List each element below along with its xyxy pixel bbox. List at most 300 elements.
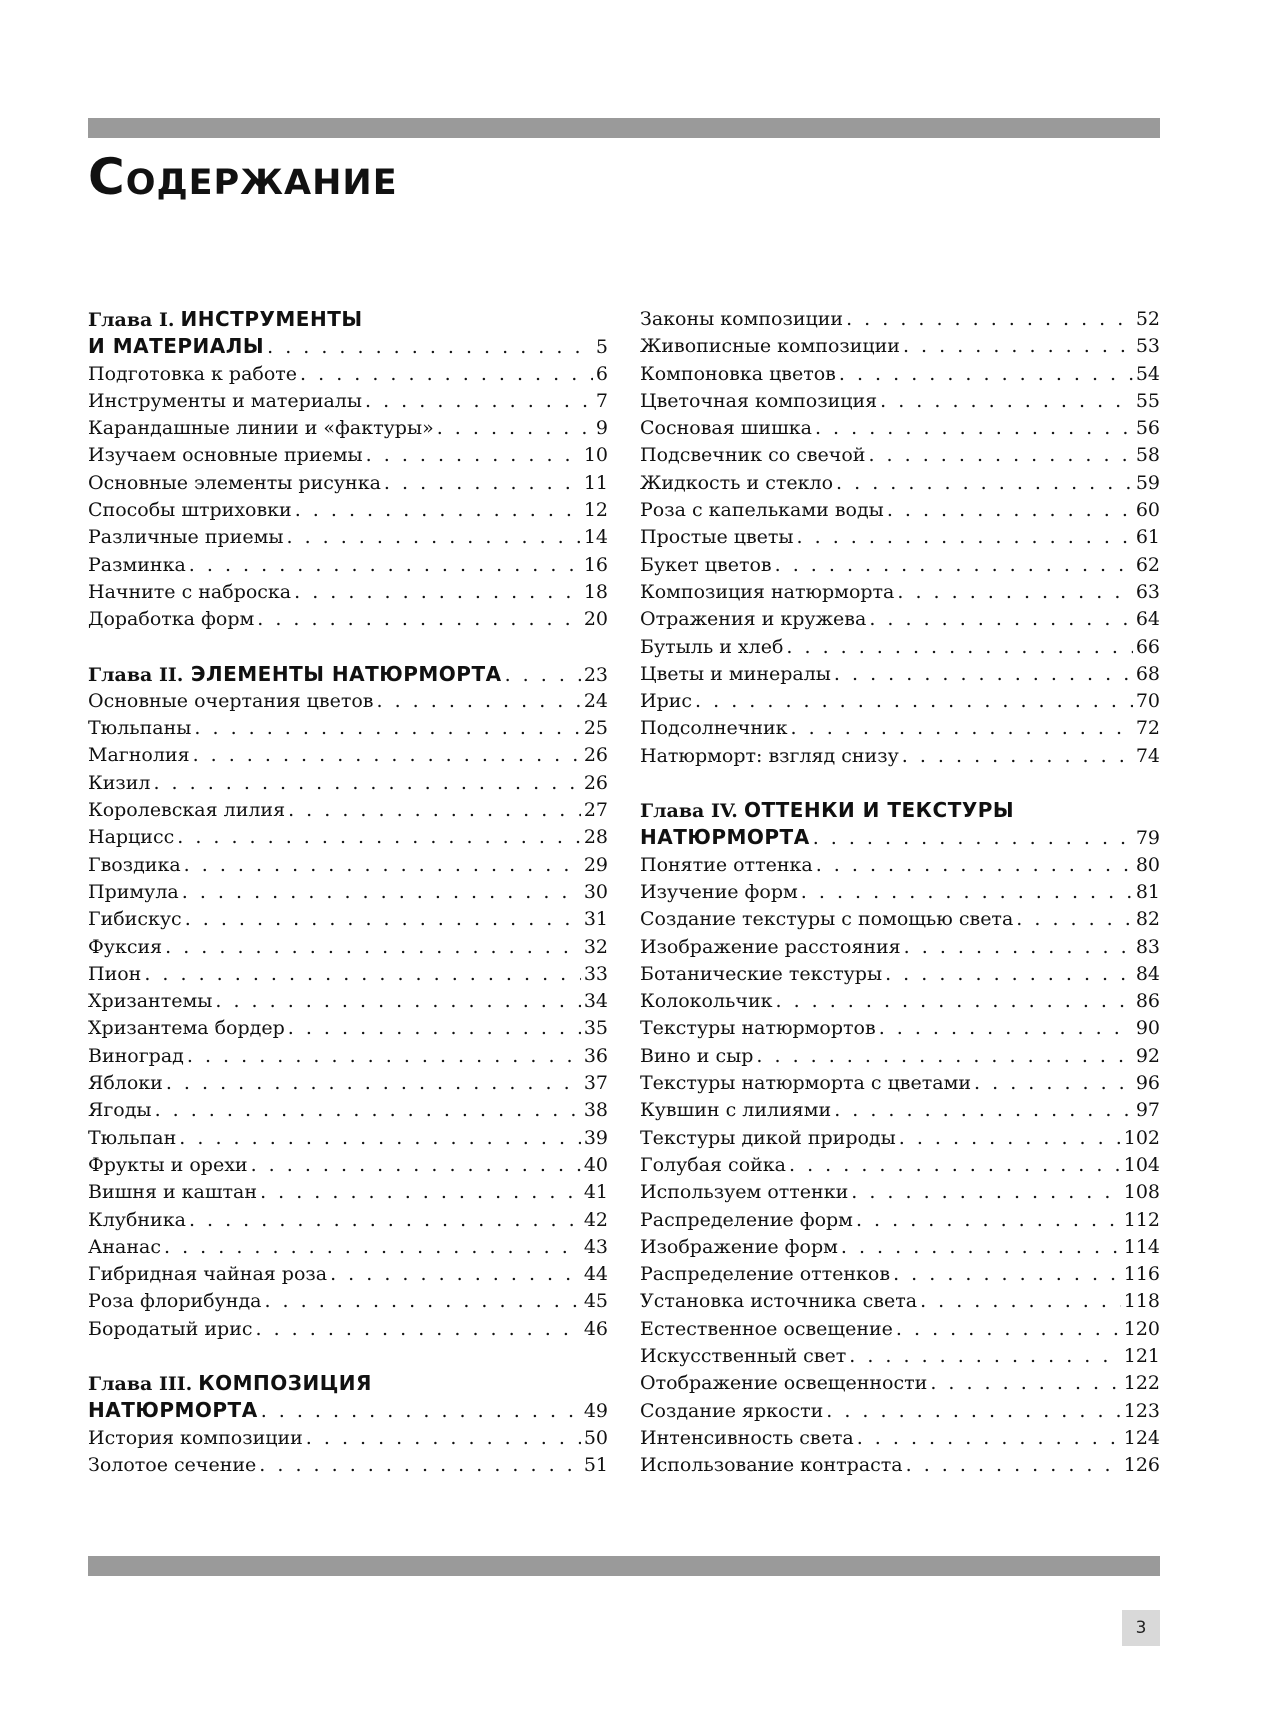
toc-entry[interactable] [640,1316,1160,1343]
toc-entry[interactable] [88,1152,608,1179]
entry-title: Хризантема бордер [88,1017,285,1040]
toc-entry[interactable] [640,1343,1160,1370]
entry-page: 97 [1135,1099,1160,1122]
entry-page: 102 [1123,1126,1160,1149]
entry-page: 122 [1123,1372,1160,1395]
entry-page: 72 [1135,717,1160,740]
entry-page: 43 [583,1235,608,1258]
dot-leader [288,1015,581,1042]
entry-page: 120 [1123,1317,1160,1340]
toc-entry[interactable] [88,1097,608,1124]
entry-page: 56 [1135,417,1160,440]
entry-title: Основные очертания цветов [88,689,374,712]
entry-title: Королевская лилия [88,799,286,822]
dot-leader [505,662,581,688]
toc-entry[interactable] [88,1179,608,1206]
entry-page: 14 [583,526,608,549]
entry-page: 70 [1135,690,1160,713]
entry-title: Гибридная чайная роза [88,1263,328,1286]
toc-entry[interactable] [640,1398,1160,1425]
entry-title: Создание текстуры с помощью света [640,908,1014,931]
dot-leader [789,1152,1121,1179]
entry-page: 54 [1135,362,1160,385]
entry-title: Естественное освещение [640,1317,893,1340]
toc-entry[interactable] [640,1261,1160,1288]
toc-entry[interactable] [640,1043,1160,1070]
dot-leader [189,1207,581,1234]
dot-leader [906,1452,1121,1479]
toc-entry[interactable] [88,1070,608,1097]
dot-leader [791,715,1133,742]
entry-page: 63 [1135,580,1160,603]
toc-entry[interactable] [640,524,1160,551]
entry-title: Простые цветы [640,526,794,549]
toc-entry[interactable] [88,961,608,988]
toc-entry[interactable] [640,879,1160,906]
entry-page: 96 [1135,1072,1160,1095]
chapter-label: Глава IV. [640,800,738,823]
entry-page: 112 [1123,1208,1160,1231]
entry-title: Виноград [88,1044,184,1067]
chapter-label: Глава II. [88,663,184,686]
entry-page: 118 [1123,1290,1160,1313]
dot-leader [851,1179,1120,1206]
entry-page: 25 [583,717,608,740]
dot-leader [165,934,581,961]
entry-title: Искусственный свет [640,1344,847,1367]
entry-title: Примула [88,880,179,903]
toc-entry[interactable] [640,306,1160,333]
entry-page: 62 [1135,553,1160,576]
dot-leader [288,797,581,824]
chapter-page-number: 79 [1135,827,1160,850]
toc-entry[interactable] [640,634,1160,661]
toc-entry[interactable] [88,1316,608,1343]
chapter-name-continued: И МАТЕРИАЛЫ [88,334,265,359]
entry-title: Кизил [88,771,151,794]
entry-title: Используем оттенки [640,1181,849,1204]
toc-entry[interactable] [88,415,608,442]
dot-leader [194,715,580,742]
toc-entry[interactable] [88,715,608,742]
dot-leader [251,1152,581,1179]
dot-leader [153,770,580,797]
dot-leader [695,688,1133,715]
toc-entry[interactable] [640,961,1160,988]
entry-title: Золотое сечение [88,1453,257,1476]
toc-chapter-3 [88,1370,608,1479]
entry-page: 58 [1135,444,1160,467]
page-number: 3 [1122,1610,1160,1646]
toc-entry[interactable] [640,1070,1160,1097]
dot-leader [815,415,1133,442]
entry-page: 12 [583,499,608,522]
toc-entry[interactable] [640,852,1160,879]
toc-entry[interactable] [88,1288,608,1315]
toc-entry[interactable] [640,1179,1160,1206]
dot-leader [904,934,1133,961]
chapter-page-number: 5 [595,336,608,359]
entry-title: Роза флорибунда [88,1290,262,1313]
toc-entry[interactable] [88,770,608,797]
chapter-name: ОТТЕНКИ И ТЕКСТУРЫ [743,798,1015,823]
entry-page: 27 [583,799,608,822]
toc-entry[interactable] [88,552,608,579]
toc-entry[interactable] [88,361,608,388]
dot-leader [294,579,581,606]
toc-entry[interactable] [640,715,1160,742]
dot-leader [377,688,581,715]
toc-entry[interactable] [640,388,1160,415]
dot-leader [365,388,593,415]
toc-entry[interactable] [88,497,608,524]
entry-page: 74 [1135,744,1160,767]
entry-title: Букет цветов [640,553,772,576]
toc-entry[interactable] [640,988,1160,1015]
dot-leader [841,1234,1121,1261]
toc-entry[interactable] [640,1288,1160,1315]
dot-leader [259,1452,581,1479]
entry-page: 36 [583,1044,608,1067]
entry-page: 26 [583,771,608,794]
toc-entry[interactable] [640,1207,1160,1234]
entry-page: 31 [583,908,608,931]
toc-entry[interactable] [640,1425,1160,1452]
toc-entry[interactable] [88,879,608,906]
chapter-page-number: 49 [583,1400,608,1423]
toc-entry[interactable] [640,361,1160,388]
chapter-heading-page-line[interactable] [640,824,1160,851]
toc-entry[interactable] [640,442,1160,469]
dot-leader [215,988,580,1015]
entry-title: Карандашные линии и «фактуры» [88,417,434,440]
toc-entry[interactable] [640,934,1160,961]
toc-entry[interactable] [88,742,608,769]
dot-leader [775,552,1133,579]
entry-title: Хризантемы [88,990,213,1013]
entry-title: Изучаем основные приемы [88,444,363,467]
entry-title: Гвоздика [88,853,181,876]
entry-title: Пион [88,962,142,985]
entry-title: Начните с наброска [88,580,292,603]
toc-entry[interactable] [88,1043,608,1070]
chapter-heading[interactable] [88,306,608,333]
dot-leader [813,825,1133,851]
toc-entry[interactable] [88,688,608,715]
entry-title: Живописные композиции [640,335,900,358]
toc-entry[interactable] [640,470,1160,497]
entry-title: Установка источника света [640,1290,918,1313]
entry-title: Вино и сыр [640,1044,754,1067]
entry-title: Ананас [88,1235,162,1258]
chapter-heading[interactable] [640,797,1160,824]
toc-entry[interactable] [88,934,608,961]
entry-title: Яблоки [88,1072,163,1095]
entry-page: 108 [1123,1181,1160,1204]
toc-entry[interactable] [640,688,1160,715]
top-divider-bar [88,118,1160,138]
entry-page: 90 [1135,1017,1160,1040]
dot-leader [179,1125,581,1152]
toc-entry[interactable] [640,1125,1160,1152]
entry-page: 40 [583,1153,608,1176]
entry-page: 33 [583,962,608,985]
entry-title: Жидкость и стекло [640,471,834,494]
toc-entry[interactable] [640,606,1160,633]
dot-leader [144,961,580,988]
entry-title: Основные элементы рисунка [88,471,381,494]
dot-leader [155,1097,581,1124]
entry-title: Компоновка цветов [640,362,836,385]
entry-page: 34 [583,990,608,1013]
entry-title: Законы композиции [640,308,844,330]
dot-leader [775,988,1132,1015]
entry-page: 45 [583,1290,608,1313]
entry-page: 20 [583,608,608,631]
toc-entry[interactable] [88,442,608,469]
chapter-heading [88,661,502,688]
dot-leader [846,306,1133,333]
toc-entry[interactable] [640,1452,1160,1479]
toc-entry[interactable] [640,579,1160,606]
dot-leader [366,442,581,469]
entry-page: 38 [583,1099,608,1122]
toc-entry[interactable] [88,1425,608,1452]
entry-title: Изучение форм [640,880,798,903]
dot-leader [797,524,1133,551]
entry-title: Инструменты и материалы [88,389,362,412]
entry-page: 80 [1135,853,1160,876]
chapter-name-continued: НАТЮРМОРТА [640,825,810,850]
entry-page: 123 [1123,1399,1160,1422]
dot-leader [182,879,581,906]
toc-entry[interactable] [88,1261,608,1288]
entry-page: 42 [583,1208,608,1231]
dot-leader [437,415,593,442]
toc-entry[interactable] [640,415,1160,442]
entry-page: 86 [1135,990,1160,1013]
entry-title: Бородатый ирис [88,1317,253,1340]
entry-page: 116 [1123,1263,1160,1286]
dot-leader [869,606,1132,633]
chapter-page-number: 23 [583,663,608,686]
dot-leader [920,1288,1121,1315]
toc-entry[interactable] [88,797,608,824]
dot-leader [330,1261,581,1288]
toc-entry[interactable] [640,1152,1160,1179]
entry-title: Сосновая шишка [640,417,812,440]
entry-title: Цветы и минералы [640,662,831,685]
dot-leader [834,661,1133,688]
entry-page: 9 [595,417,608,440]
toc-entry[interactable] [88,1234,608,1261]
chapter-name: ИНСТРУМЕНТЫ [180,307,363,331]
entry-title: Магнолия [88,744,190,767]
dot-leader [257,606,581,633]
dot-leader [286,524,580,551]
toc-entry[interactable] [88,824,608,851]
entry-title: Нарцисс [88,826,175,849]
dot-leader [756,1043,1132,1070]
chapter-heading-page-line[interactable] [88,661,608,688]
toc-entry[interactable] [88,388,608,415]
dot-leader [887,497,1133,524]
toc-entry[interactable] [640,1015,1160,1042]
dot-leader [903,333,1133,360]
entry-page: 30 [583,880,608,903]
entry-page: 35 [583,1017,608,1040]
toc-entry[interactable] [640,1370,1160,1397]
entry-title: Ягоды [88,1099,152,1122]
toc-entry[interactable] [640,497,1160,524]
toc-entry[interactable] [640,1097,1160,1124]
entry-page: 41 [583,1181,608,1204]
dot-leader [384,470,581,497]
entry-title: Изображение форм [640,1235,838,1258]
entry-page: 10 [583,444,608,467]
entry-page: 50 [583,1426,608,1449]
dot-leader [897,579,1132,606]
dot-leader [189,552,581,579]
entry-title: Подсвечник со свечой [640,444,866,467]
toc-chapter-4 [640,797,1160,1479]
toc-entry[interactable] [640,661,1160,688]
entry-title: Цветочная композиция [640,389,878,412]
entry-title: Тюльпан [88,1126,177,1149]
page-title: Содержание [88,148,398,206]
toc-entry[interactable] [88,852,608,879]
toc-entry[interactable] [640,552,1160,579]
dot-leader [1016,906,1133,933]
toc-entry[interactable] [88,606,608,633]
chapter-heading-page-line[interactable] [88,1397,608,1424]
entry-title: История композиции [88,1426,303,1449]
entry-title: Натюрморт: взгляд снизу [640,744,899,767]
toc-entry[interactable] [88,906,608,933]
dot-leader [816,852,1133,879]
dot-leader [857,1425,1121,1452]
entry-page: 55 [1135,389,1160,412]
entry-title: Ботанические текстуры [640,962,883,985]
toc-entry[interactable] [88,1207,608,1234]
dot-leader [930,1370,1120,1397]
toc-column-left [88,306,608,1479]
entry-page: 124 [1123,1426,1160,1449]
entry-title: Разминка [88,553,186,576]
entry-title: Кувшин с лилиями [640,1099,832,1122]
dot-leader [879,1015,1133,1042]
entry-title: Понятие оттенка [640,853,813,876]
chapter-name-continued: НАТЮРМОРТА [88,1398,258,1423]
toc-entry[interactable] [88,1015,608,1042]
dot-leader [260,1179,581,1206]
chapter-label: Глава I. [88,309,175,331]
dot-leader [177,824,581,851]
entry-title: Различные приемы [88,526,284,549]
entry-title: Подсолнечник [640,717,788,740]
dot-leader [184,852,581,879]
toc-entry[interactable] [88,524,608,551]
entry-title: Бутыль и хлеб [640,635,784,658]
dot-leader [885,961,1133,988]
dot-leader [261,1398,581,1424]
entry-page: 53 [1135,335,1160,358]
dot-leader [193,742,581,769]
entry-title: Тюльпаны [88,717,192,740]
toc-entry[interactable] [640,1234,1160,1261]
entry-page: 104 [1123,1153,1160,1176]
chapter-heading-page-line[interactable] [88,333,608,360]
entry-title: Интенсивность света [640,1426,854,1449]
entry-title: Подготовка к работе [88,362,298,385]
dot-leader [839,361,1133,388]
entry-page: 16 [583,553,608,576]
toc-entry[interactable] [88,579,608,606]
dot-leader [166,1070,581,1097]
entry-page: 46 [583,1317,608,1340]
toc-column-right [640,306,1160,1479]
entry-title: Отражения и кружева [640,608,867,631]
entry-title: Фрукты и орехи [88,1153,248,1176]
entry-page: 60 [1135,499,1160,522]
entry-title: Использование контраста [640,1454,903,1477]
dot-leader [849,1343,1120,1370]
entry-title: Клубника [88,1208,186,1231]
entry-page: 7 [595,389,608,412]
dot-leader [300,361,593,388]
entry-page: 44 [583,1263,608,1286]
toc-entry[interactable] [88,470,608,497]
entry-title: Фуксия [88,935,163,958]
entry-title: Создание яркости [640,1399,824,1422]
toc-entry[interactable] [88,1125,608,1152]
toc-entry[interactable] [640,333,1160,360]
toc-entry[interactable] [640,906,1160,933]
entry-title: Роза с капельками воды [640,499,884,522]
dot-leader [826,1398,1120,1425]
dot-leader [836,470,1133,497]
dot-leader [306,1425,581,1452]
entry-title: Ирис [640,690,693,713]
dot-leader [880,388,1133,415]
dot-leader [164,1234,581,1261]
entry-title: Гибискус [88,908,182,931]
entry-title: Доработка форм [88,608,255,631]
entry-page: 52 [1135,308,1160,330]
entry-page: 83 [1135,935,1160,958]
toc-chapter-1 [88,306,608,634]
dot-leader [899,1125,1121,1152]
entry-page: 82 [1135,908,1160,931]
entry-title: Распределение форм [640,1208,853,1231]
toc-entry[interactable] [640,743,1160,770]
entry-page: 32 [583,935,608,958]
entry-title: Текстуры натюрмортов [640,1017,876,1040]
entry-page: 6 [595,362,608,385]
toc-entry[interactable] [88,988,608,1015]
entry-page: 28 [583,826,608,849]
entry-page: 29 [583,853,608,876]
chapter-heading[interactable] [88,1370,608,1397]
entry-title: Композиция натюрморта [640,580,895,603]
entry-page: 37 [583,1072,608,1095]
entry-title: Голубая сойка [640,1153,787,1176]
entry-page: 11 [583,471,608,494]
toc-entry[interactable] [88,1452,608,1479]
entry-title: Способы штриховки [88,499,292,522]
dot-leader [185,906,581,933]
bottom-divider-bar [88,1556,1160,1576]
